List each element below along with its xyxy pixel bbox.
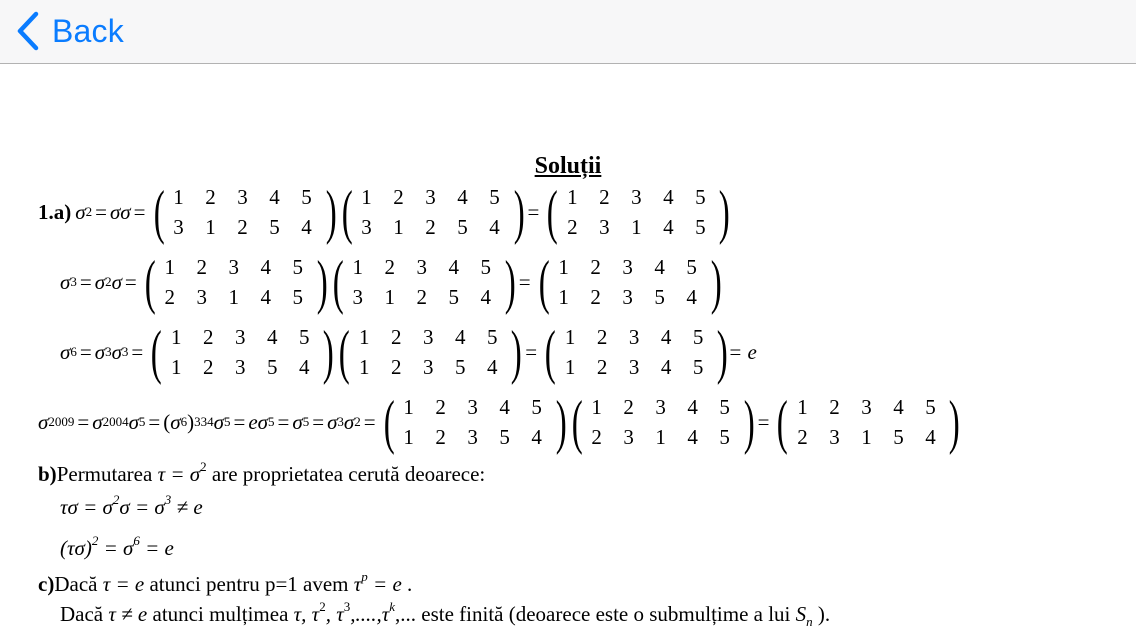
matrix: ( 1 2 3 4 5 2 3 1 4 5 ) bbox=[144, 249, 328, 315]
equation-line-2: σ 3 = σ 2 σ = ( 1 2 3 4 5 2 3 1 4 5 ) ( 1 2 3 4 5 3 1 2 5 4 ) = ( 1 2 3 4 5 1 2 3 5 4 ) bbox=[60, 249, 722, 315]
back-label: Back bbox=[52, 12, 124, 49]
matrix: ( 1 2 3 4 5 1 2 3 5 4 ) bbox=[150, 319, 334, 385]
back-button[interactable] bbox=[14, 6, 124, 56]
matrix: ( 1 2 3 4 5 2 3 1 4 5 ) bbox=[571, 389, 755, 455]
page-title: Soluții bbox=[534, 153, 602, 179]
matrix-row-top: 1 2 3 4 5 bbox=[173, 185, 312, 209]
equation-line-3: σ 6 = σ 3 σ 3 = ( 1 2 3 4 5 1 2 3 5 4 ) ( 1 2 3 4 5 1 2 3 5 4 ) = ( 1 2 3 4 5 1 2 3 4 5 ) = e bbox=[60, 319, 757, 385]
matrix: ( 1 2 3 4 5 1 2 3 4 5 ) bbox=[544, 319, 728, 385]
part-b-line-2: $(\tau\sigma)^2 = \sigma^6 = e$ bbox=[60, 533, 174, 560]
matrix: ( 1 2 3 4 5 2 3 1 5 4 ) bbox=[777, 389, 961, 455]
matrix: ( 1 2 3 4 5 1 2 3 5 4 ) bbox=[383, 389, 567, 455]
matrix: ( 1 2 3 4 5 2 3 1 4 5 ) bbox=[547, 179, 731, 245]
part-c-line-1: c)Dacă τ = e atunci pentru p=1 avem $\tau^p = e$ . bbox=[38, 569, 413, 596]
document-content bbox=[0, 65, 1136, 640]
navigation-bar bbox=[0, 0, 1136, 64]
equation-line-4: σ 2009 = σ 2004 σ 5 = ( σ 6 ) 334 σ 5 = eσ 5 = σ 5 = σ 3 σ 2 = ( 1 2 3 4 5 1 2 3 5 4 ) ( 1 2 3 4 5 2 3 1 4 5 ) = ( 1 2 3 4 5 2 3 1 5 4 ) bbox=[38, 389, 961, 455]
matrix: ( 1 2 3 4 5 3 1 2 5 4 ) bbox=[153, 179, 337, 245]
matrix: ( 1 2 3 4 5 1 2 3 5 4 ) bbox=[338, 319, 522, 385]
equation-line-1: 1.a) σ 2 = σσ = ( 1 2 3 4 5 3 1 2 5 4 ) ( 1 2 3 4 5 3 1 2 5 4 ) = ( 1 2 3 4 5 2 3 1 4 5 ) bbox=[38, 179, 731, 245]
part-b-line-1: $\tau\sigma = \sigma^2\sigma = \sigma^3 \ne e$ bbox=[60, 492, 203, 519]
matrix: ( 1 2 3 4 5 1 2 3 5 4 ) bbox=[538, 249, 722, 315]
matrix: ( 1 2 3 4 5 3 1 2 5 4 ) bbox=[341, 179, 525, 245]
part-c-line-2: Dacă τ ≠ e atunci mulțimea τ, $\tau^2$, $\tau^3,....,\tau^k$,... este finită (deoarece este o submulțime a lui $S_n$ ). bbox=[60, 599, 831, 629]
matrix: ( 1 2 3 4 5 3 1 2 5 4 ) bbox=[332, 249, 516, 315]
part-b-intro: b)Permutarea $\tau = \sigma^2$ are proprietatea cerută deoarece: bbox=[38, 459, 486, 486]
chevron-left-icon bbox=[14, 10, 44, 52]
